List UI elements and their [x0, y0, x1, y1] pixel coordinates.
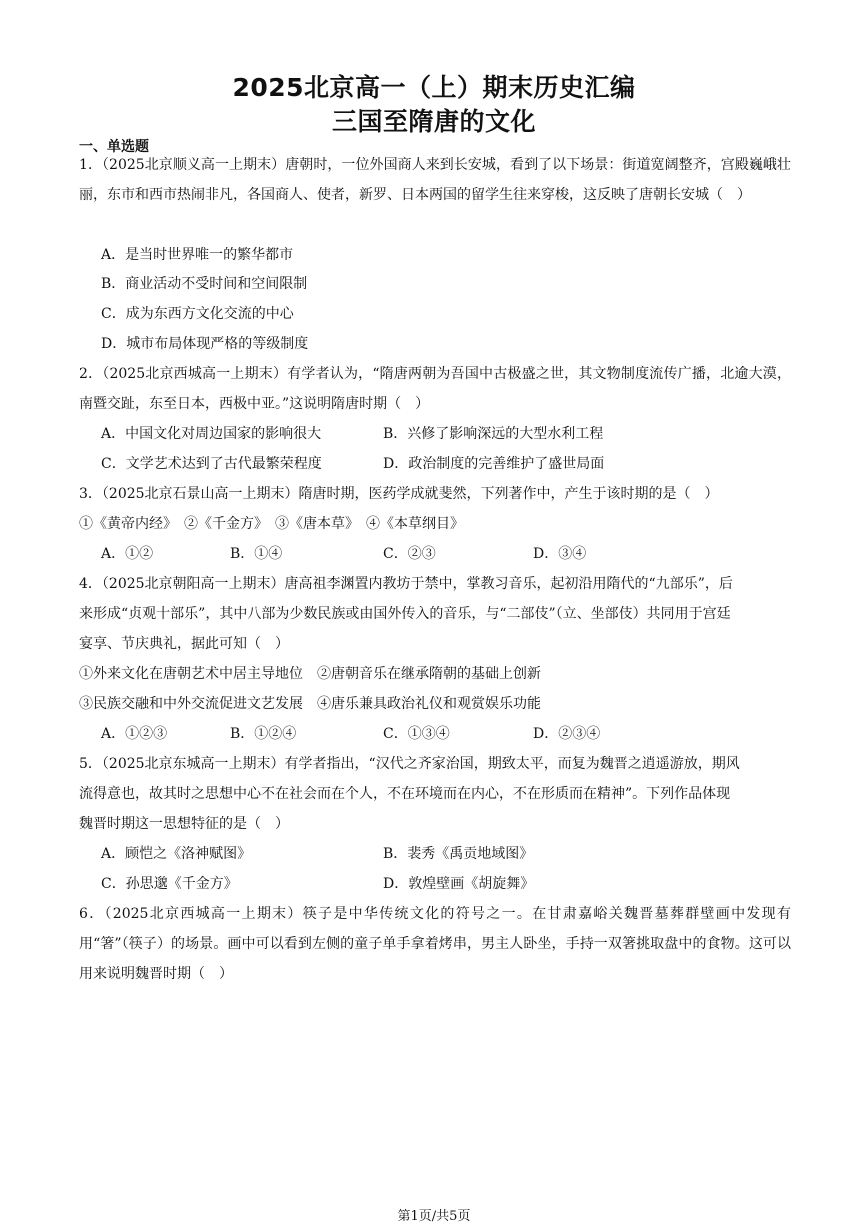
- question-4-items-line2: ③民族交融和中外交流促进文艺发展 ④唐乐兼具政治礼仪和观赏娱乐功能: [79, 696, 541, 712]
- question-2-option-a: A．中国文化对周边国家的影响很大: [101, 426, 322, 442]
- question-1-option-a: A．是当时世界唯一的繁华都市: [101, 247, 294, 263]
- question-4-items-line1: ①外来文化在唐朝艺术中居主导地位 ②唐朝音乐在继承隋朝的基础上创新: [79, 666, 541, 682]
- question-5-stem-line2: 流得意也，故其时之思想中心不在社会而在个人，不在环境而在内心，不在形质而在精神”。下列作品体现: [79, 786, 731, 802]
- question-2-stem: 2．（2025北京西城高一上期末）有学者认为，“隋唐两朝为吾国中古极盛之世，其文物制度流传广播，北逾大漠，南暨交趾，东至日本，西极中亚。”这说明隋唐时期（ ）: [79, 366, 791, 412]
- question-5-stem-line3: 魏晋时期这一思想特征的是（ ）: [79, 816, 289, 832]
- question-6-stem: 6．（2025北京西城高一上期末）筷子是中华传统文化的符号之一。在甘肃嘉峪关魏晋墓葬群壁画中发现有用“箸”（筷子）的场景。画中可以看到左侧的童子单手拿着烤串，男主人卧坐，手持一双箸挑取盘中的食物。这可以用来说明魏晋时期（ ）: [79, 906, 791, 982]
- document-title-line1: 2025北京高一（上）期末历史汇编: [232, 73, 636, 102]
- document-title-line2: 三国至隋唐的文化: [331, 107, 536, 136]
- question-3-items: ①《黄帝内经》 ②《千金方》 ③《唐本草》 ④《本草纲目》: [79, 516, 464, 532]
- question-5-option-b: B．裴秀《禹贡地域图》: [383, 846, 534, 862]
- question-1-option-c: C．成为东西方文化交流的中心: [101, 306, 294, 322]
- question-2-option-d: D．政治制度的完善维护了盛世局面: [383, 456, 605, 472]
- question-3-stem: 3．（2025北京石景山高一上期末）隋唐时期，医药学成就斐然，下列著作中，产生于该时期的是（ ）: [79, 486, 719, 502]
- question-2-option-c: C．文学艺术达到了古代最繁荣程度: [101, 456, 322, 472]
- question-5-stem-line1: 5．（2025北京东城高一上期末）有学者指出，“汉代之齐家治国，期致太平，而复为魏晋之逍遥游放，期风: [79, 756, 740, 772]
- question-3-option-b: B．①④: [230, 546, 283, 562]
- question-3-option-d: D．③④: [533, 546, 587, 562]
- question-4-stem-line3: 宴享、节庆典礼，据此可知（ ）: [79, 636, 289, 652]
- question-5-option-a: A．顾恺之《洛神赋图》: [101, 846, 252, 862]
- question-4-option-d: D．②③④: [533, 726, 601, 742]
- question-5-option-d: D．敦煌壁画《胡旋舞》: [383, 876, 535, 892]
- question-3-option-a: A．①②: [101, 546, 154, 562]
- question-4-stem-line1: 4．（2025北京朝阳高一上期末）唐高祖李渊置内教坊于禁中，掌教习音乐，起初沿用隋代的“九部乐”，后: [79, 576, 733, 592]
- question-4-option-a: A．①②③: [101, 726, 168, 742]
- question-4-option-b: B．①②④: [230, 726, 297, 742]
- question-5-option-c: C．孙思邈《千金方》: [101, 876, 238, 892]
- page-footer: 第1页/共5页: [397, 1209, 471, 1224]
- question-1-option-d: D．城市布局体现严格的等级制度: [101, 336, 309, 352]
- question-1-stem: 1．（2025北京顺义高一上期末）唐朝时，一位外国商人来到长安城，看到了以下场景：街道宽阔整齐，宫殿巍峨壮丽，东市和西市热闹非凡，各国商人、使者，新罗、日本两国的留学生往来穿梭，这反映了唐朝长安城（ ）: [79, 157, 791, 203]
- question-4-stem-line2: 来形成“贞观十部乐”，其中八部为少数民族或由国外传入的音乐，与“二部伎”（立、坐部伎）共同用于宫廷: [79, 606, 731, 622]
- question-3-option-c: C．②③: [383, 546, 436, 562]
- question-1-option-b: B．商业活动不受时间和空间限制: [101, 276, 308, 292]
- section-heading: 一、单选题: [79, 139, 149, 155]
- question-4-option-c: C．①③④: [383, 726, 450, 742]
- question-2-option-b: B．兴修了影响深远的大型水利工程: [383, 426, 604, 442]
